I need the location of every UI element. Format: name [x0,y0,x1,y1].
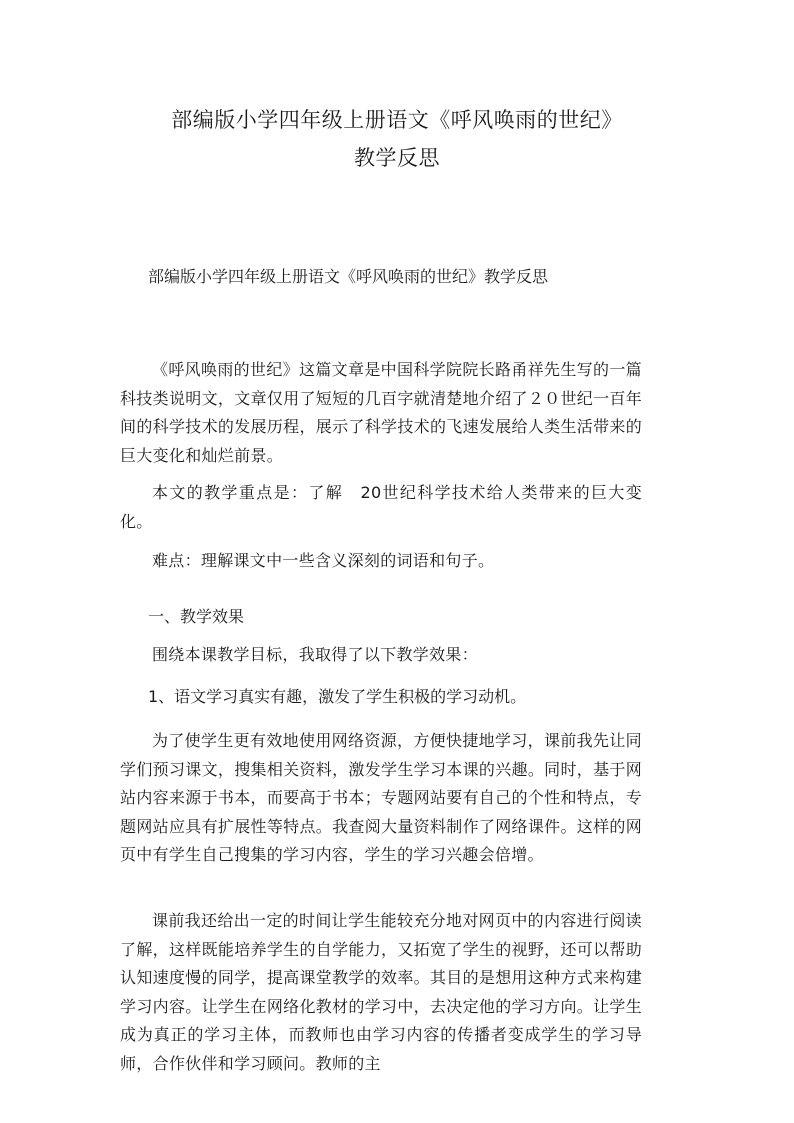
paragraph-pre-class-reading: 课前我还给出一定的时间让学生能较充分地对网页中的内容进行阅读了解，这样既能培养学生的自学能力，又拓宽了学生的视野，还可以帮助认知速度慢的同学，提高课堂教学的效率。其目的是想用这种方式来构建学习内容。让学生在网络化教材的学习中，去决定他的学习方向。让学生成为真正的学习主体，而教师也由学习内容的传播者变成学生的学习导师，合作伙伴和学习顾问。教师的主 [120,911,642,1073]
paragraph-effects-intro: 围绕本课教学目标，我取得了以下教学效果： [152,645,479,664]
paragraph-key-point: 本文的教学重点是：了解 20世纪科学技术给人类带来的巨大变化。 [120,483,642,531]
paragraph-intro: 《呼风唤雨的世纪》这篇文章是中国科学院院长路甬祥先生写的一篇科技类说明文，文章仅用了短短的几百字就清楚地介绍了２０世纪一百年间的科学技术的发展历程，展示了科学技术的飞速发展给人类生活带来的巨大变化和灿烂前景。 [120,360,642,465]
section-heading-teaching-effect: 一、教学效果 [148,607,245,626]
paragraph-network-resources: 为了使学生更有效地使用网络资源，方便快捷地学习，课前我先让同学们预习课文，搜集相关资料，激发学生学习本课的兴趣。同时，基于网站内容来源于书本，而要高于书本；专题网站要有自己的个性和特点，专题网站应具有扩展性等特点。我查阅大量资料制作了网络课件。这样的网页中有学生自己搜集的学习内容，学生的学习兴趣会倍增。 [120,731,642,864]
document-title-line-1: 部编版小学四年级上册语文《呼风唤雨的世纪》 [171,108,623,132]
subsection-heading-1: 1、语文学习真实有趣，激发了学生积极的学习动机。 [148,687,527,706]
document-subtitle: 部编版小学四年级上册语文《呼风唤雨的世纪》教学反思 [148,267,549,286]
document-title-line-2: 教学反思 [354,146,440,170]
paragraph-difficulty: 难点：理解课文中一些含义深刻的词语和句子。 [152,551,495,570]
